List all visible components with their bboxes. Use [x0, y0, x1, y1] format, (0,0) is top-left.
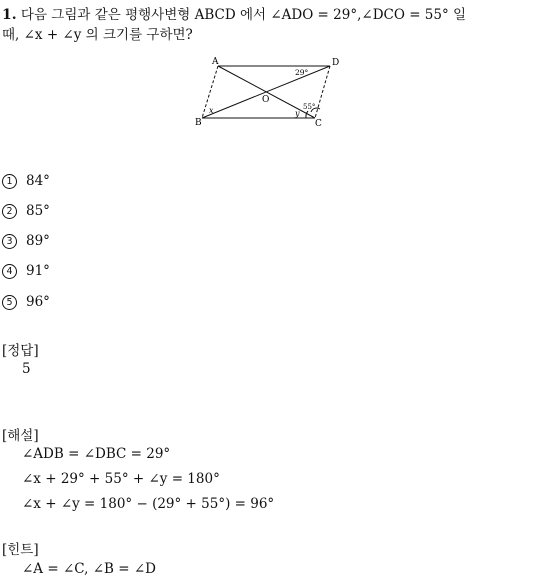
choice-marker: 1: [2, 174, 17, 189]
choice-2[interactable]: [2, 203, 50, 219]
choice-marker: 5: [2, 295, 17, 310]
question-number: 1.: [2, 7, 17, 23]
label-y: y: [295, 109, 300, 118]
side-dc: [315, 66, 330, 118]
choice-text: 96°: [26, 294, 50, 310]
hint-label: [힌트]: [2, 542, 39, 558]
label-o: O: [262, 95, 270, 105]
choice-text: 89°: [26, 233, 50, 249]
choice-text: 84°: [26, 173, 50, 189]
parallelogram-figure: [190, 52, 350, 132]
label-x: x: [209, 106, 214, 115]
choice-5[interactable]: [2, 294, 50, 310]
choice-3[interactable]: [2, 233, 50, 249]
label-angle-55: 55°: [303, 103, 316, 111]
label-a: A: [212, 57, 219, 67]
choice-1[interactable]: [2, 173, 50, 189]
choice-text: 91°: [26, 263, 50, 279]
choice-4[interactable]: [2, 263, 50, 279]
choice-marker: 2: [2, 204, 17, 219]
hint-text: ∠A = ∠C, ∠B = ∠D: [22, 561, 156, 577]
label-angle-29: 29°: [295, 68, 309, 77]
answer-value: 5: [22, 361, 31, 377]
question-text-2: 때, ∠x + ∠y 의 크기를 구하면?: [2, 27, 193, 43]
label-d: D: [332, 58, 340, 68]
question-text-1: 다음 그림과 같은 평행사변형 ABCD 에서 ∠ADO = 29°,∠DCO = 55° 일: [20, 7, 467, 23]
explanation-line-3: ∠x + ∠y = 180° − (29° + 55°) = 96°: [22, 496, 275, 512]
label-b: B: [195, 118, 202, 128]
question-line-1: [2, 3, 466, 23]
label-c: C: [315, 119, 322, 129]
choice-text: 85°: [26, 203, 50, 219]
explanation-label: [해설]: [2, 428, 39, 444]
explanation-line-2: ∠x + 29° + 55° + ∠y = 180°: [22, 471, 220, 487]
choice-marker: 4: [2, 264, 17, 279]
explanation-line-1: ∠ADB = ∠DBC = 29°: [22, 446, 171, 462]
choice-marker: 3: [2, 234, 17, 249]
answer-label: [정답]: [2, 343, 39, 359]
